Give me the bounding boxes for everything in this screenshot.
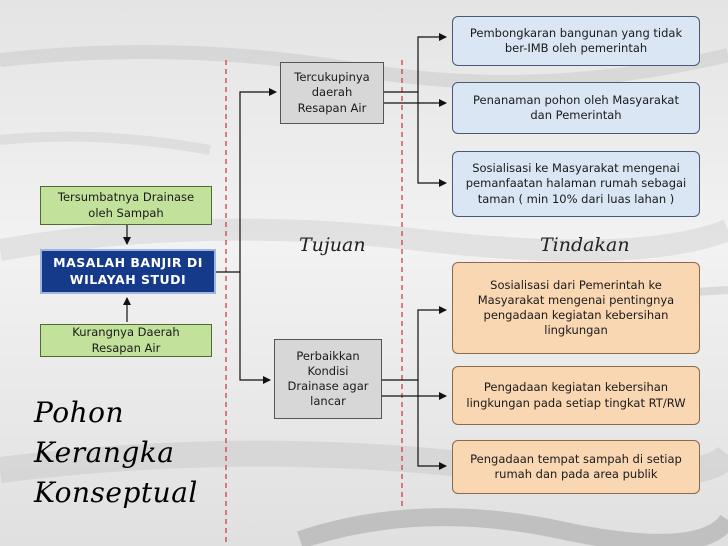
cause-lack-absorption: [40, 324, 212, 357]
action-demolition: [452, 16, 700, 66]
goal-drainage-repair: [274, 339, 382, 419]
action-tree-planting: [452, 82, 700, 134]
goal-absorption-area: [280, 62, 384, 124]
goal-absorption-area-text: Tercukupinya daerah Resapan Air: [294, 70, 370, 115]
cause-clogged-drainage: [40, 186, 212, 225]
main-problem-text: MASALAH BANJIR DI WILAYAH STUDI: [53, 255, 203, 287]
main-problem-box: [40, 249, 216, 294]
title-line-1: Pohon: [34, 396, 124, 429]
action-yard-socialization: [452, 151, 700, 217]
action-tree-planting-text: Penanaman pohon oleh Masyarakat dan Pemerintah: [473, 92, 679, 122]
label-tujuan: Tujuan: [299, 234, 366, 256]
cause-lack-absorption-text: Kurangnya Daerah Resapan Air: [72, 325, 180, 355]
action-cleanliness-socialization-text: Sosialisasi dari Pemerintah ke Masyarakat mengenai pentingnya pengadaan kegiatan kebersihan lingkungan: [477, 277, 675, 338]
action-cleanliness-socialization: [452, 262, 700, 354]
action-trash-bins: [452, 440, 700, 494]
label-tindakan: Tindakan: [540, 234, 630, 256]
action-rt-rw-cleaning-text: Pengadaan kegiatan kebersihan lingkungan pada setiap tingkat RT/RW: [466, 380, 686, 410]
title-line-2: Kerangka: [34, 436, 175, 469]
action-yard-socialization-text: Sosialisasi ke Masyarakat mengenai pemanfaatan halaman rumah sebagai taman ( min 10% dari luas lahan ): [465, 161, 687, 206]
action-demolition-text: Pembongkaran bangunan yang tidak ber-IMB oleh pemerintah: [469, 25, 683, 55]
action-rt-rw-cleaning: [452, 366, 700, 425]
title-line-3: Konseptual: [34, 476, 198, 509]
action-trash-bins-text: Pengadaan tempat sampah di setiap rumah dan pada area publik: [470, 451, 682, 481]
goal-drainage-repair-text: Perbaikkan Kondisi Drainase agar lancar: [287, 348, 369, 409]
cause-clogged-drainage-text: Tersumbatnya Drainase oleh Sampah: [57, 190, 195, 220]
